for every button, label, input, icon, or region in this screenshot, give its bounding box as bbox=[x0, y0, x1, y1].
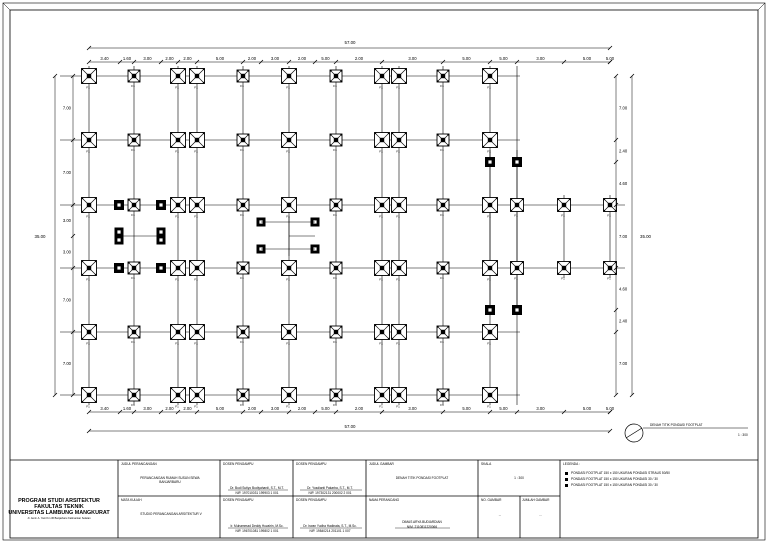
dimension-bottom-segment: 5.00 bbox=[582, 406, 592, 411]
dosen2-nip: NIP. 196701081 199802 1 001 bbox=[235, 529, 279, 533]
dimension-top-segment: 5.00 bbox=[462, 56, 471, 61]
dimension-right-segment: 4.60 bbox=[619, 181, 628, 186]
footing-tag: F1 bbox=[175, 85, 179, 90]
dimension-top-segment: 2.00 bbox=[297, 56, 307, 61]
footing bbox=[437, 134, 449, 152]
footing-tag: F1 bbox=[379, 85, 383, 90]
footing bbox=[82, 325, 97, 346]
footing-tag: F1 bbox=[396, 277, 400, 282]
footing bbox=[437, 326, 449, 344]
footing bbox=[392, 198, 407, 219]
no-gambar-label: NO. GAMBAR bbox=[481, 498, 502, 502]
footing-tag: F1 bbox=[131, 84, 135, 88]
footing bbox=[437, 262, 449, 280]
legenda-label: LEGENDA : bbox=[563, 462, 580, 466]
footing bbox=[437, 389, 449, 407]
footing bbox=[604, 262, 617, 281]
footing-tag: F1 bbox=[514, 213, 518, 218]
footing-tag: F1 bbox=[86, 341, 90, 346]
footing-tag: F1 bbox=[396, 85, 400, 90]
footing-tag: F1 bbox=[286, 149, 290, 154]
dosen2-label: DOSEN PENGAMPU bbox=[223, 498, 254, 502]
footing bbox=[375, 261, 390, 282]
footing bbox=[282, 261, 297, 282]
footing-tag: F1 bbox=[286, 341, 290, 346]
footing bbox=[171, 198, 186, 219]
footing-tag: F1 bbox=[379, 404, 383, 409]
footing-solid bbox=[157, 228, 166, 237]
org-line3: UNIVERSITAS LAMBUNG MANGKURAT bbox=[8, 510, 110, 517]
dimension-bottom-segment: 5.00 bbox=[462, 406, 471, 411]
footing bbox=[375, 198, 390, 219]
footing-tag: F1 bbox=[396, 404, 400, 409]
footing bbox=[82, 198, 97, 219]
nama-perancang-label: NAMA PERANCANG bbox=[369, 498, 400, 502]
footing bbox=[282, 69, 297, 90]
footing bbox=[82, 69, 97, 90]
footing-tag: F1 bbox=[194, 277, 198, 282]
judul-gambar-label: JUDUL GAMBAR bbox=[369, 462, 394, 466]
dimension-top-segment: 2.00 bbox=[354, 56, 364, 61]
org-line1: PROGRAM STUDI ARSITEKTUR bbox=[18, 498, 100, 504]
jumlah-gambar-label: JUMLAH GAMBAR bbox=[522, 498, 550, 502]
footing bbox=[604, 199, 617, 218]
footing bbox=[392, 388, 407, 409]
footing bbox=[237, 389, 249, 407]
footing-tag: F1 bbox=[86, 149, 90, 154]
dimension-left-segment: 7.00 bbox=[62, 170, 71, 175]
footing-tag: F1 bbox=[194, 149, 198, 154]
drawing-label: DENAH TITIK PONDASI FOOTPLAT bbox=[650, 423, 703, 427]
footing-tag: F1 bbox=[333, 276, 337, 280]
footing bbox=[558, 262, 571, 281]
footing-tag: F1 bbox=[487, 85, 491, 90]
skala-value: 1 : 300 bbox=[514, 476, 524, 480]
footing-tag: F1 bbox=[286, 214, 290, 219]
dimension-top-segment: 2.00 bbox=[183, 56, 192, 61]
footing bbox=[483, 198, 498, 219]
dosen4-nip: NIP. 19840214 201101 1 007 bbox=[309, 529, 351, 533]
footing bbox=[330, 199, 342, 217]
dosen3-nip: NIP. 197302131 200002 2 001 bbox=[308, 491, 352, 495]
footing-tag: F1 bbox=[333, 213, 337, 217]
dimension-left-segment: 7.00 bbox=[62, 105, 71, 111]
footing-tag: F1 bbox=[175, 149, 179, 154]
footing-solid bbox=[512, 305, 522, 315]
footing bbox=[511, 262, 524, 281]
dimension-bottom-segment: 2.00 bbox=[183, 406, 192, 411]
dosen3-name: Dr. Yusdianti Pakarba, S.T., M.T. bbox=[307, 486, 353, 490]
footing bbox=[237, 199, 249, 217]
dimension-top-segment: 2.00 bbox=[165, 56, 174, 61]
dimension-top-segment: 3.00 bbox=[536, 56, 545, 61]
footing bbox=[330, 262, 342, 280]
footing bbox=[171, 325, 186, 346]
footing-tag: F1 bbox=[131, 148, 135, 152]
dimension-bottom-segment: 5.00 bbox=[321, 406, 330, 411]
dimension-top-segment: 2.00 bbox=[247, 56, 257, 61]
footing bbox=[392, 261, 407, 282]
footing bbox=[483, 261, 498, 282]
footing bbox=[392, 133, 407, 154]
footing-solid bbox=[156, 263, 166, 273]
footing-solid bbox=[114, 263, 124, 273]
footing bbox=[375, 133, 390, 154]
footing bbox=[82, 133, 97, 154]
legenda-item-3: PONDASI FOOTPLAT 150 x 150 UKURAN PONDASI 30 / 30 bbox=[571, 483, 658, 487]
footing bbox=[82, 261, 97, 282]
footing-tag: F1 bbox=[440, 213, 444, 217]
footing bbox=[558, 199, 571, 218]
footing-tag: F1 bbox=[333, 148, 337, 152]
dosen2-name: Ir. Muhammad Deddy Huzairin, M.Sc. bbox=[230, 524, 284, 528]
footing-tag: F1 bbox=[440, 403, 444, 407]
footing bbox=[483, 388, 498, 409]
dimension-right-segment: 2.40 bbox=[619, 318, 628, 324]
dimension-left-overall: 35.00 bbox=[34, 234, 46, 239]
dimension-bottom-segment: 5.00 bbox=[605, 406, 615, 411]
dimension-bottom-segment: 3.40 bbox=[100, 406, 109, 411]
dimension-bottom-segment: 2.00 bbox=[247, 406, 257, 411]
footing bbox=[190, 388, 205, 409]
footing bbox=[392, 325, 407, 346]
dimension-bottom-segment: 3.00 bbox=[143, 406, 152, 411]
footing-solid bbox=[485, 305, 495, 315]
footing-tag: F1 bbox=[131, 403, 135, 407]
footing bbox=[330, 389, 342, 407]
footing bbox=[282, 198, 297, 219]
footing bbox=[483, 133, 498, 154]
footing bbox=[437, 70, 449, 88]
dimension-top-segment: 5.00 bbox=[215, 56, 225, 61]
footing-tag: F1 bbox=[440, 340, 444, 344]
dimension-left-segment: 7.00 bbox=[62, 361, 71, 366]
dimension-bottom-segment: 2.00 bbox=[354, 406, 364, 411]
dimension-left-segment: 3.00 bbox=[62, 249, 71, 255]
footing-tag: F1 bbox=[240, 148, 244, 152]
mata-kuliah-label: MATA KULIAH bbox=[121, 498, 142, 502]
footing-tag: F1 bbox=[379, 277, 383, 282]
footing bbox=[282, 388, 297, 409]
dimension-bottom-segment: 3.00 bbox=[270, 406, 280, 411]
footing bbox=[330, 326, 342, 344]
footing-tag: F1 bbox=[240, 213, 244, 217]
dimension-top-segment: 3.00 bbox=[408, 56, 417, 61]
footing bbox=[237, 262, 249, 280]
dimension-top-segment: 5.00 bbox=[321, 56, 330, 61]
footing bbox=[237, 326, 249, 344]
footing-tag: F1 bbox=[131, 276, 135, 280]
footing bbox=[128, 389, 140, 407]
footing-solid bbox=[114, 200, 124, 210]
corner-mark bbox=[3, 3, 10, 10]
footing-tag: F1 bbox=[487, 277, 491, 282]
footing-tag: F1 bbox=[175, 277, 179, 282]
footing bbox=[171, 261, 186, 282]
judul-perancangan-label: JUDUL PERANCANGAN bbox=[121, 462, 157, 466]
dimension-left-segment: 7.00 bbox=[62, 297, 71, 303]
footing-tag: F1 bbox=[240, 403, 244, 407]
footing-tag: F1 bbox=[396, 149, 400, 154]
footing-tag: F1 bbox=[607, 213, 611, 218]
footing bbox=[82, 388, 97, 409]
footing bbox=[128, 326, 140, 344]
dosen1-label: DOSEN PENGAMPU bbox=[223, 462, 254, 466]
footing bbox=[128, 134, 140, 152]
dimension-bottom-overall: 57.00 bbox=[344, 424, 356, 429]
dosen1-nip: NIP. 197010031 199903 1 001 bbox=[235, 491, 279, 495]
dimension-top-overall: 57.00 bbox=[344, 40, 356, 45]
footing-tag: F1 bbox=[514, 276, 518, 281]
footing bbox=[282, 325, 297, 346]
nama-perancang: DIMAS ARYA BUDIARDIAN bbox=[402, 520, 442, 524]
footing-tag: F1 bbox=[86, 214, 90, 219]
footing bbox=[282, 133, 297, 154]
drawing-label-scale: 1 : 300 bbox=[738, 433, 748, 437]
footing-solid bbox=[156, 200, 166, 210]
foundation-plan bbox=[60, 66, 625, 409]
jumlah-gambar-value: ... bbox=[539, 513, 542, 517]
footing bbox=[128, 70, 140, 88]
dimension-top-segment: 5.00 bbox=[582, 56, 592, 61]
footing-tag: F1 bbox=[487, 214, 491, 219]
dimension-top-segment: 3.00 bbox=[270, 56, 280, 61]
dimension-top-segment: 3.00 bbox=[143, 56, 152, 61]
mata-kuliah: STUDIO PERANCANGAN ARSITEKTUR V bbox=[140, 512, 202, 516]
footing bbox=[171, 69, 186, 90]
footing bbox=[375, 388, 390, 409]
dimension-top-segment: 3.40 bbox=[100, 56, 109, 61]
dimension-right-segment: 7.00 bbox=[619, 234, 628, 239]
footing-tag: F1 bbox=[286, 85, 290, 90]
footing bbox=[511, 199, 524, 218]
dosen4-label: DOSEN PENGAMPU bbox=[296, 498, 327, 502]
dosen4-name: Dr. Irwan Yudha Hadinata, S.T., M.Sc. bbox=[303, 524, 357, 528]
dimension-left-segment: 3.00 bbox=[62, 218, 71, 223]
footing-tag: F1 bbox=[175, 214, 179, 219]
dimension-bottom-segment: 5.00 bbox=[215, 406, 225, 411]
footing bbox=[483, 325, 498, 346]
footing-tag: F1 bbox=[561, 213, 565, 218]
judul-gambar: DENAH TITIK PONDASI FOOTPLAT bbox=[395, 476, 449, 480]
footing bbox=[171, 133, 186, 154]
organization-block bbox=[4, 498, 114, 521]
footing bbox=[392, 69, 407, 90]
footing bbox=[437, 199, 449, 217]
footing bbox=[190, 261, 205, 282]
dimension-bottom-segment: 2.00 bbox=[297, 406, 307, 411]
footing-tag: F1 bbox=[286, 404, 290, 409]
footing-tag: F1 bbox=[86, 85, 90, 90]
dimension-top-segment: 1.60 bbox=[122, 56, 132, 61]
dimension-right-segment: 7.00 bbox=[619, 361, 628, 366]
footing-tag: F1 bbox=[194, 214, 198, 219]
skala-label: SKALA bbox=[481, 462, 492, 466]
org-line2: FAKULTAS TEKNIK bbox=[34, 504, 84, 511]
footing bbox=[375, 325, 390, 346]
corner-mark bbox=[758, 3, 765, 10]
footing-solid bbox=[157, 236, 166, 245]
footing-tag: F1 bbox=[487, 341, 491, 346]
footing-tag: F1 bbox=[379, 341, 383, 346]
footing-tag: F1 bbox=[240, 276, 244, 280]
footing-tag: F1 bbox=[607, 276, 611, 281]
dimension-bottom-segment: 5.00 bbox=[499, 406, 508, 411]
footing bbox=[190, 198, 205, 219]
footing bbox=[237, 134, 249, 152]
footing-tag: F1 bbox=[240, 340, 244, 344]
footing-tag: F1 bbox=[561, 276, 565, 281]
footing-solid bbox=[115, 228, 124, 237]
footing-tag: F1 bbox=[86, 404, 90, 409]
footing-tag: F1 bbox=[487, 404, 491, 409]
legend-swatches bbox=[565, 472, 568, 487]
dimension-right-segment: 4.60 bbox=[619, 286, 628, 292]
footing bbox=[237, 70, 249, 88]
footing-tag: F1 bbox=[175, 341, 179, 346]
footing bbox=[483, 69, 498, 90]
dimension-right-segment: 7.00 bbox=[619, 105, 628, 111]
footing bbox=[190, 69, 205, 90]
dimension-right-segment: 2.40 bbox=[619, 148, 628, 154]
footing-tag: F1 bbox=[487, 149, 491, 154]
org-address: Jl. Jend. A. Yani Km 36 Banjarbaru Kalimantan Selatan bbox=[27, 516, 91, 520]
dimension-bottom-segment: 3.00 bbox=[408, 406, 417, 411]
dosen3-label: DOSEN PENGAMPU bbox=[296, 462, 327, 466]
footing bbox=[190, 325, 205, 346]
footing-tag: F1 bbox=[396, 341, 400, 346]
footing-tag: F1 bbox=[194, 341, 198, 346]
footing-tag: F1 bbox=[131, 213, 135, 217]
footing-tag: F1 bbox=[286, 277, 290, 282]
footing-tag: F1 bbox=[333, 403, 337, 407]
nim: NIM. 2110811220066 bbox=[406, 525, 438, 529]
dimension-bottom-segment: 1.60 bbox=[122, 406, 132, 411]
footing-tag: F1 bbox=[379, 214, 383, 219]
footing-solid bbox=[512, 157, 522, 167]
footing bbox=[330, 134, 342, 152]
footing bbox=[330, 70, 342, 88]
footing-tag: F1 bbox=[440, 84, 444, 88]
footing-tag: F1 bbox=[175, 404, 179, 409]
dimension-top-segment: 5.00 bbox=[605, 56, 615, 61]
footing-tag: F1 bbox=[86, 277, 90, 282]
footing-tag: F1 bbox=[440, 148, 444, 152]
footing-tag: F1 bbox=[194, 85, 198, 90]
footing-tag: F1 bbox=[194, 404, 198, 409]
footing-tag: F1 bbox=[131, 340, 135, 344]
footing bbox=[190, 133, 205, 154]
dimension-bottom-segment: 3.00 bbox=[536, 406, 545, 411]
dimension-lines bbox=[35, 40, 652, 433]
footing-tag: F1 bbox=[440, 276, 444, 280]
footing bbox=[128, 262, 140, 280]
footing-tag: F1 bbox=[333, 84, 337, 88]
footing-tag: F1 bbox=[396, 214, 400, 219]
footing-tag: F1 bbox=[333, 340, 337, 344]
dimension-bottom-segment: 2.00 bbox=[165, 406, 174, 411]
dimension-right-overall: 35.00 bbox=[640, 234, 651, 239]
legenda-item-1: PONDASI FOOTPLAT 150 x 150 UKURAN PONDASI STRAUS 50/50 bbox=[571, 471, 670, 475]
footing-tag: F1 bbox=[379, 149, 383, 154]
no-gambar-value: ... bbox=[498, 513, 502, 517]
footing bbox=[375, 69, 390, 90]
dimension-top-segment: 5.00 bbox=[499, 56, 508, 61]
footing-solid bbox=[485, 157, 495, 167]
judul-perancangan: PERANCANGAN RUMAH SUSUN SEWA BANJARBARU bbox=[140, 476, 200, 484]
legenda-item-2: PONDASI FOOTPLAT 150 x 150 UKURAN PONDASI 30 / 30 bbox=[571, 477, 658, 481]
footing bbox=[128, 199, 140, 217]
footing-tag: F1 bbox=[240, 84, 244, 88]
dosen1-name: Dr. Budi Sutiyo Budiyahardi, S.T., M.T. bbox=[230, 486, 284, 490]
footing-solid bbox=[115, 236, 124, 245]
